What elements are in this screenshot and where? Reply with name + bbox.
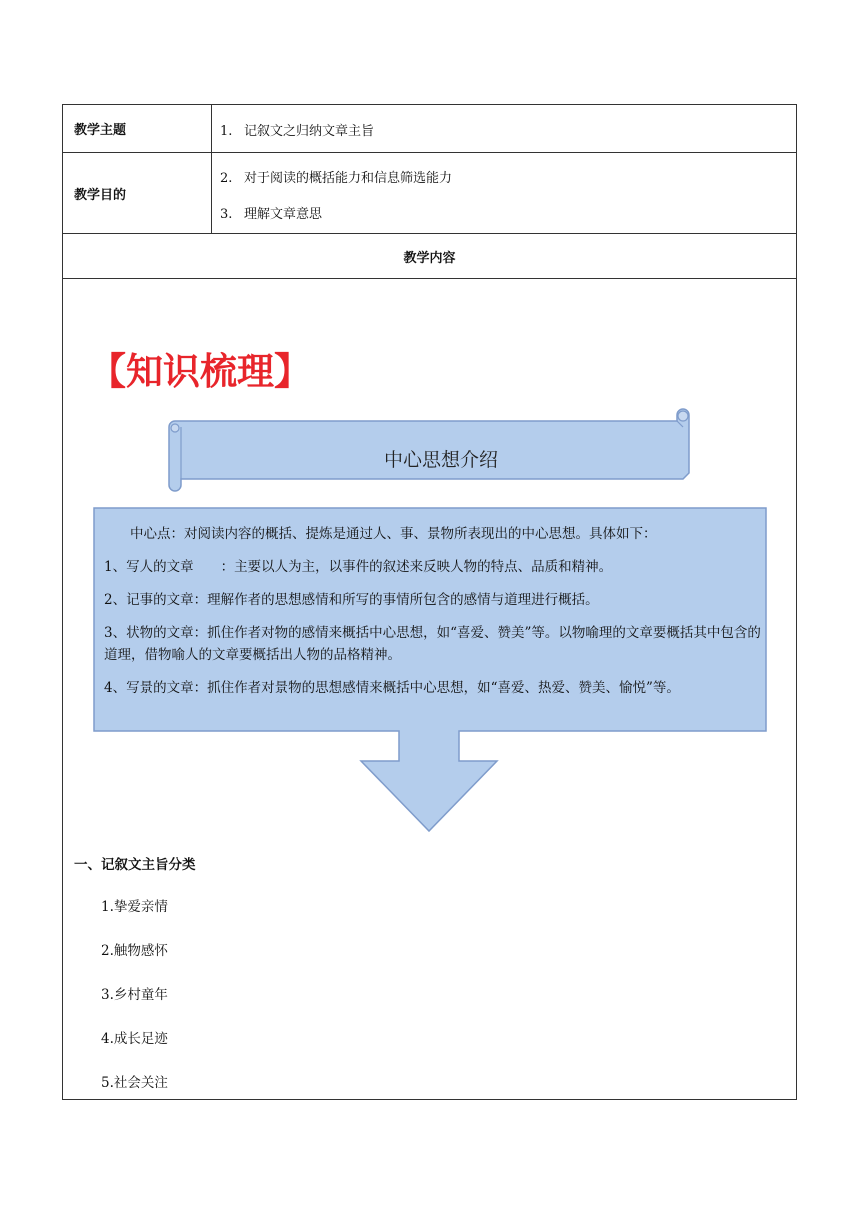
lesson-plan-table — [62, 104, 797, 1100]
central-idea-item: 3、状物的文章：抓住作者对物的感情来概括中心思想，如“喜爱、赞美”等。以物喻理的文章要概括其中包含的道理，借物喻人的文章要概括出人物的品格精神。 — [104, 625, 761, 663]
category-list — [101, 897, 168, 1117]
goal-item — [220, 203, 322, 222]
topic-row — [63, 105, 796, 153]
goal-text: 对于阅读的概括能力和信息筛选能力 — [244, 171, 453, 186]
list-item: 1.挚爱亲情 — [101, 899, 168, 915]
list-item: 4.成长足迹 — [101, 1031, 168, 1047]
goal-row — [63, 153, 796, 234]
central-idea-text — [104, 523, 764, 710]
central-idea-item: 1、写人的文章 ：主要以人为主，以事件的叙述来反映人物的特点、品质和精神。 — [104, 559, 613, 575]
topic-label: 教学主题 — [63, 105, 212, 152]
goal-label: 教学目的 — [63, 153, 212, 233]
topic-number: 1. — [220, 124, 233, 139]
topic-value-cell — [212, 105, 796, 152]
goal-number: 2. — [220, 171, 233, 186]
content-header: 教学内容 — [403, 250, 456, 266]
goal-text: 理解文章意思 — [244, 207, 323, 222]
topic-value — [220, 120, 374, 139]
section-title: 一、记叙文主旨分类 — [74, 857, 196, 873]
central-idea-item: 2、记事的文章：理解作者的思想感情和所写的事情所包含的感情与道理进行概括。 — [104, 592, 599, 608]
content-header-row — [63, 234, 796, 279]
goal-item — [220, 167, 452, 186]
topic-text: 记叙文之归纳文章主旨 — [244, 124, 375, 139]
list-item: 5.社会关注 — [101, 1075, 168, 1091]
central-idea-intro: 中心点：对阅读内容的概括、提炼是通过人、事、景物所表现出的中心思想。具体如下： — [130, 526, 657, 542]
goal-number: 3. — [220, 207, 233, 222]
goal-value-cell — [212, 153, 796, 233]
central-idea-item: 4、写景的文章：抓住作者对景物的思想感情来概括中心思想，如“喜爱、热爱、赞美、愉悦”等。 — [104, 680, 680, 696]
list-item: 3.乡村童年 — [101, 987, 168, 1003]
list-item: 2.触物感怀 — [101, 943, 168, 959]
knowledge-banner: 【知识梳理】 — [89, 350, 311, 393]
scroll-title: 中心思想介绍 — [383, 449, 498, 471]
